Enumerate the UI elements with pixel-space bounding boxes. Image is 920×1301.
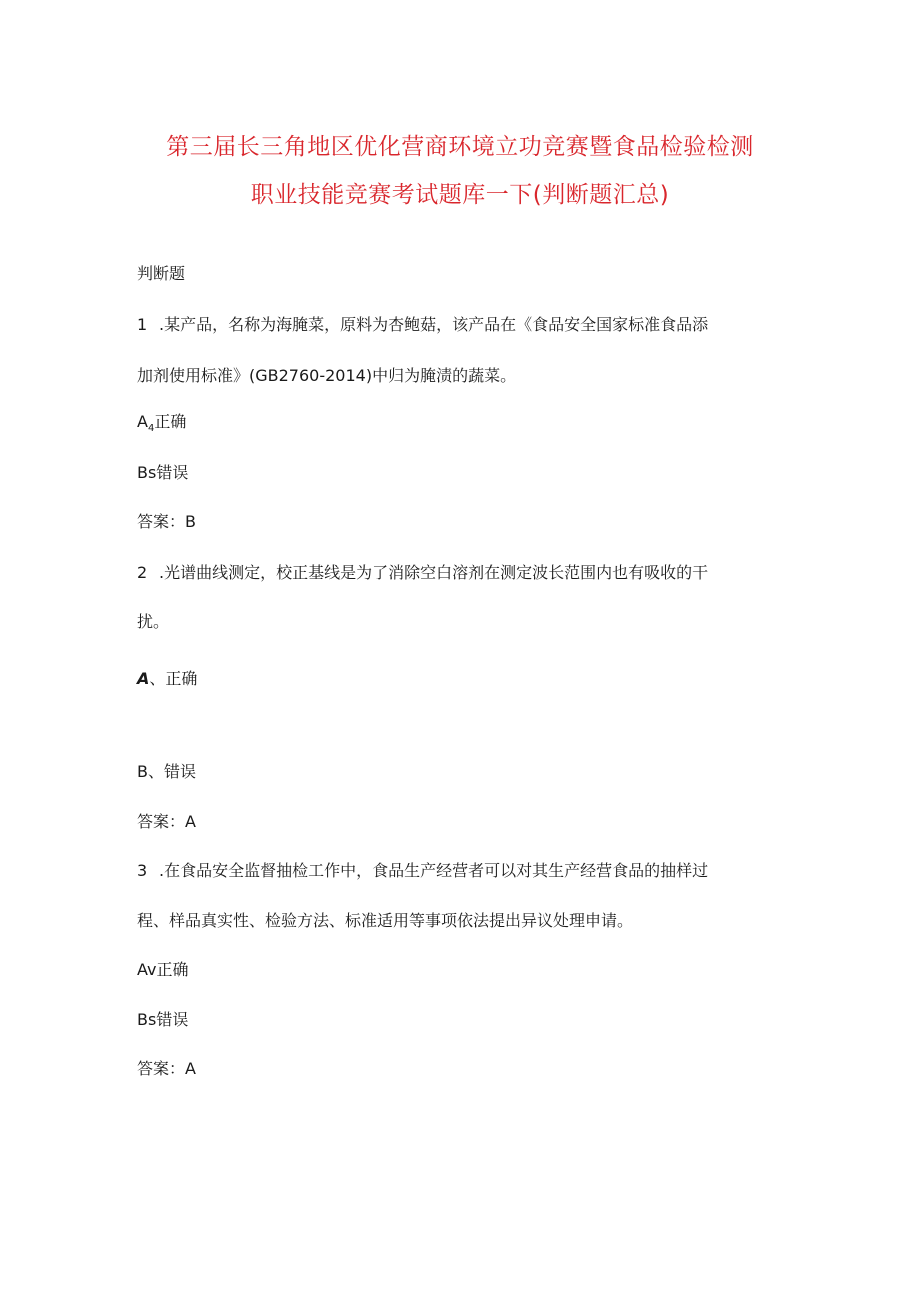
document-title-line-1: 第三届长三角地区优化营商环境立功竞赛暨食品检验检测 xyxy=(166,134,754,160)
question-2-line-1 xyxy=(137,563,708,583)
question-2-option-a xyxy=(137,669,197,689)
question-2-text-1: .光谱曲线测定，校正基线是为了消除空白溶剂在测定波长范围内也有吸收的干 xyxy=(159,563,709,582)
question-1-answer: 答案：B xyxy=(137,512,196,531)
question-1-number: 1 xyxy=(137,315,148,334)
question-1-line-2: 加剂使用标准》(GB2760-2014)中归为腌渍的蔬菜。 xyxy=(137,366,517,385)
question-3-option-a: Av正确 xyxy=(137,960,189,979)
question-3-line-2: 程、样品真实性、检验方法、标准适用等事项依法提出异议处理申请。 xyxy=(137,911,634,930)
question-2-option-b: B、错误 xyxy=(137,762,196,781)
question-1-option-b: Bs错误 xyxy=(137,463,189,482)
question-2-option-a-label: 、正确 xyxy=(149,669,198,688)
question-1-text-1: .某产品，名称为海腌菜，原料为杏鲍菇，该产品在《食品安全国家标准食品添 xyxy=(159,315,709,334)
question-3-answer: 答案：A xyxy=(137,1059,196,1078)
question-2-answer: 答案：A xyxy=(137,812,196,831)
document-title-line-2: 职业技能竞赛考试题库一下(判断题汇总) xyxy=(250,182,670,208)
question-3-line-1 xyxy=(137,861,708,881)
question-1-option-a-label: 正确 xyxy=(154,412,187,431)
question-3-option-b: Bs错误 xyxy=(137,1010,189,1029)
question-1-option-a xyxy=(137,412,186,439)
question-3-number: 3 xyxy=(137,861,148,880)
question-3-text-1: .在食品安全监督抽检工作中，食品生产经营者可以对其生产经营食品的抽样过 xyxy=(159,861,709,880)
question-2-number: 2 xyxy=(137,563,148,582)
question-2-option-a-prefix: A xyxy=(137,669,150,688)
question-1-line-1 xyxy=(137,315,708,335)
question-2-line-2: 扰。 xyxy=(137,612,170,631)
section-heading: 判断题 xyxy=(137,264,186,283)
question-1-option-a-prefix: A xyxy=(137,412,148,431)
question-1-option-a-sub: 4 xyxy=(147,423,155,435)
